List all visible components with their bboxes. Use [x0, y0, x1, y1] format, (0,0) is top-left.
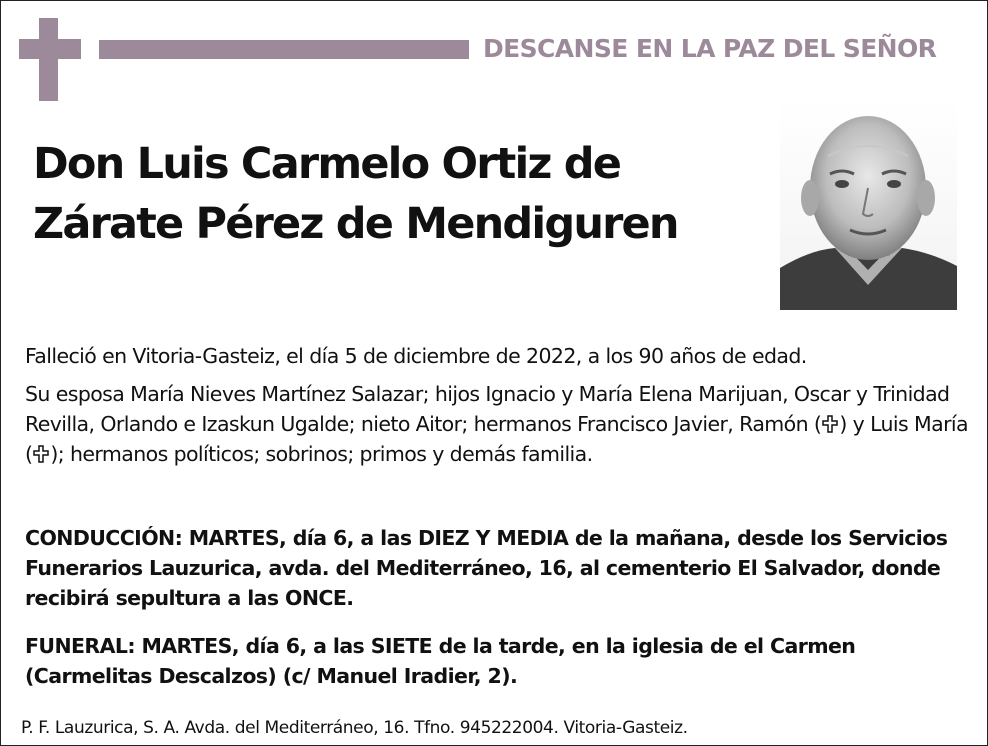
family-list [25, 379, 970, 469]
deceased-name-line2: Zárate Pérez de Mendiguren [33, 199, 678, 249]
cross-vertical-bar [39, 18, 58, 101]
portrait-image [780, 100, 957, 310]
family-text-part3: ); hermanos políticos; sobrinos; primos y demás familia. [50, 442, 593, 466]
header-title: DESCANSE EN LA PAZ DEL SEÑOR [483, 34, 937, 63]
cross-icon [32, 444, 50, 464]
funeral-notice: FUNERAL: MARTES, día 6, a las SIETE de la tarde, en la iglesia de el Carmen (Carmelitas Descalzos) (c/ Manuel Iradier, 2). [25, 634, 856, 688]
deceased-photo [780, 100, 957, 310]
family-text-part2: ) y Luis María ( [25, 412, 968, 466]
cross-icon [821, 414, 839, 434]
cross-horizontal-bar [19, 39, 81, 59]
header-divider-bar [99, 40, 469, 59]
family-text-part1: Su esposa María Nieves Martínez Salazar; hijos Ignacio y María Elena Marijuan, Oscar y Trinidad Revilla, Orlando e Izaskun Ugalde; nieto Aitor; hermanos Francisco Javier, Ramón ( [25, 382, 950, 436]
deceased-name [33, 134, 773, 254]
deceased-name-line1: Don Luis Carmelo Ortiz de [33, 139, 621, 189]
funeral-home-footer: P. F. Lauzurica, S. A. Avda. del Mediterráneo, 16. Tfno. 945222004. Vitoria-Gasteiz. [21, 718, 688, 738]
conduccion-notice: CONDUCCIÓN: MARTES, día 6, a las DIEZ Y MEDIA de la mañana, desde los Servicios Funerarios Lauzurica, avda. del Mediterráneo, 16, al cementerio El Salvador, donde recibirá sepultura a las ONCE. [25, 526, 948, 610]
death-notice: Falleció en Vitoria-Gasteiz, el día 5 de diciembre de 2022, a los 90 años de edad. [25, 344, 807, 368]
